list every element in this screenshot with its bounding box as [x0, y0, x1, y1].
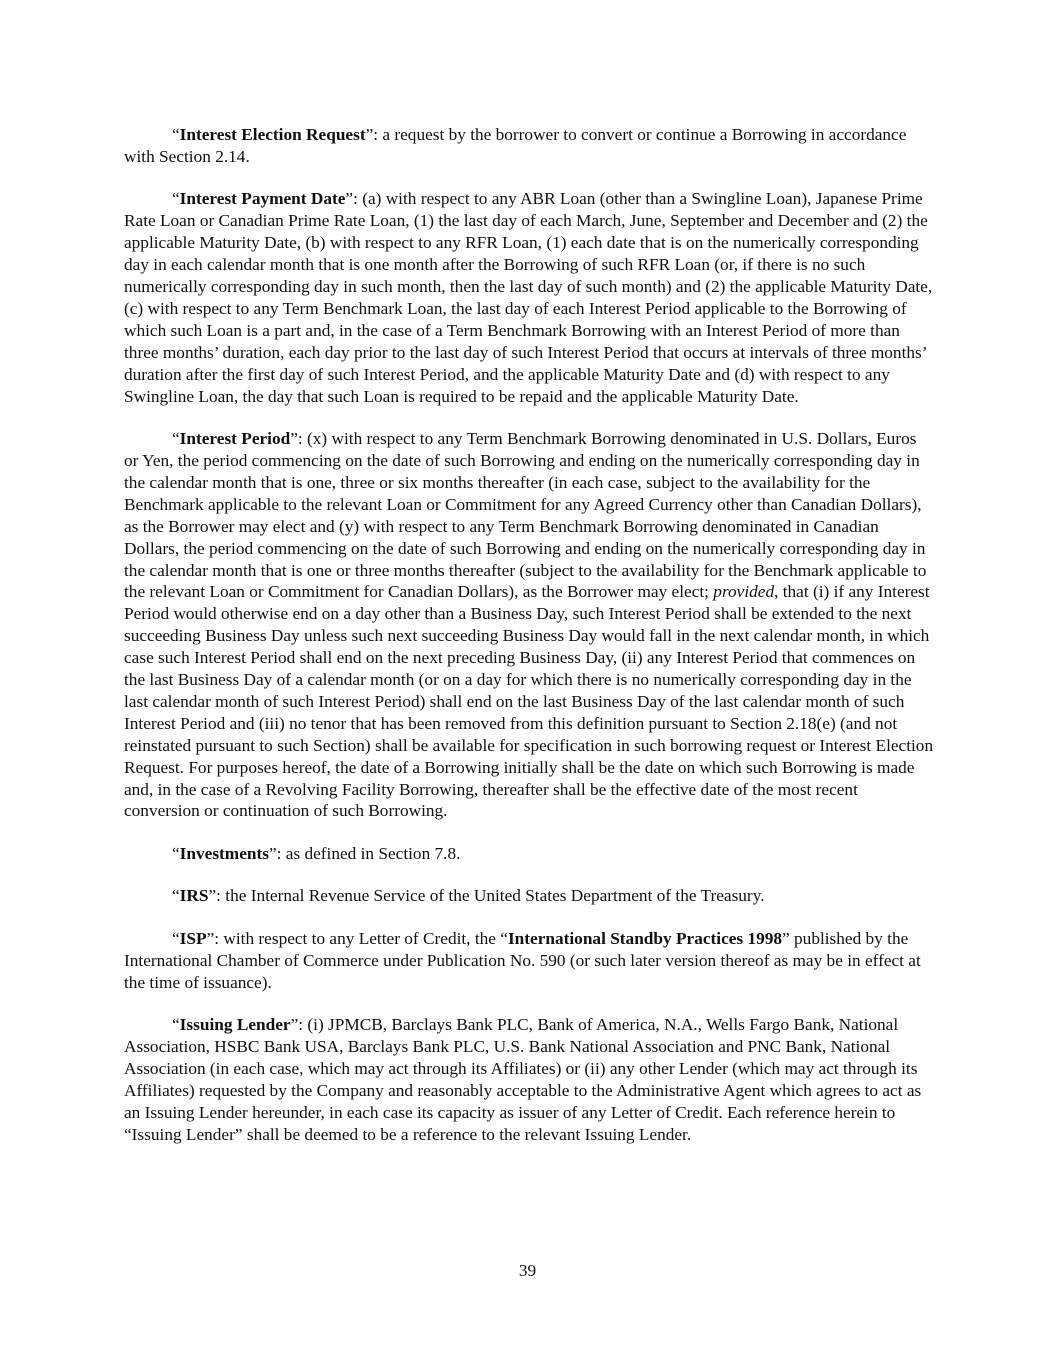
close-quote: ”: [206, 928, 215, 948]
definition-text-continued: , that (i) if any Interest Period would otherwise end on a day other than a Business Day, such Interest Period shall be extended to the next succeeding Business Day unless such next succeeding Business Day would fall in the next calendar month, in which case such Interest Period shall end on the next preceding Business Day, (ii) any Interest Period that commences on the last Business Day of a calendar month (or on a day for which there is no numerically corresponding day in the last calendar month of such Interest Period) shall end on the last Business Day of the last calendar month of such Interest Period and (iii) no tenor that has been removed from this definition pursuant to Section 2.18(e) (and not reinstated pursuant to such Section) shall be available for specification in such borrowing request or Interest Election Request. For purposes hereof, the date of a Borrowing initially shall be the date on which such Borrowing is made and, in the case of a Revolving Facility Borrowing, thereafter shall be the effective date of the most recent conversion or continuation of such Borrowing.: [124, 582, 934, 821]
definition-investments: [124, 843, 934, 865]
definition-issuing-lender: [124, 1014, 934, 1145]
definition-isp: [124, 928, 934, 994]
close-quote: ”: [345, 189, 354, 209]
definition-text: : a request by the borrower to convert or continue a Borrowing in accordance with Section 2.14.: [124, 125, 907, 166]
definition-text: : (x) with respect to any Term Benchmark Borrowing denominated in U.S. Dollars, Euros or Yen, the period commencing on the date of such Borrowing and ending on the numerically corresponding day in the calendar month that is one, three or six months thereafter (in each case, subject to the availability for the Benchmark applicable to the relevant Loan or Commitment for any Agreed Currency other than Canadian Dollars), as the Borrower may elect and (y) with respect to any Term Benchmark Borrowing denominated in Canadian Dollars, the period commencing on the date of such Borrowing and ending on the numerically corresponding day in the calendar month that is one or three months thereafter (subject to the availability for the Benchmark applicable to the relevant Loan or Commitment for Canadian Dollars), as the Borrower may elect;: [124, 429, 927, 602]
definition-text: : as defined in Section 7.8.: [276, 843, 461, 863]
definition-text: : with respect to any Letter of Credit, the “: [214, 928, 508, 948]
close-quote: ”: [268, 843, 277, 863]
emphasis-provided: provided: [713, 582, 775, 602]
open-quote: “: [172, 928, 180, 948]
defined-term: IRS: [179, 886, 209, 906]
open-quote: “: [172, 429, 180, 449]
defined-term: Interest Period: [179, 429, 291, 449]
close-quote: ”: [365, 125, 374, 144]
defined-term: Issuing Lender: [179, 1015, 291, 1035]
defined-term: Interest Payment Date: [179, 189, 346, 209]
open-quote: “: [172, 886, 180, 906]
open-quote: “: [172, 1015, 180, 1035]
definition-text: : (a) with respect to any ABR Loan (other than a Swingline Loan), Japanese Prime Rate Loan or Canadian Prime Rate Loan, (1) the last day of each March, June, September and December and (2) the applicable Maturity Date, (b) with respect to any RFR Loan, (1) each date that is on the numerically corresponding day in each calendar month that is one month after the Borrowing of such RFR Loan (or, if there is no such numerically corresponding day in such month, then the last day of such month) and (2) the applicable Maturity Date, (c) with respect to any Term Benchmark Loan, the last day of each Interest Period applicable to the Borrowing of which such Loan is a part and, in the case of a Term Benchmark Borrowing with an Interest Period of more than three months’ duration, each day prior to the last day of such Interest Period that occurs at intervals of three months’ duration after the first day of such Interest Period, and the applicable Maturity Date and (d) with respect to any Swingline Loan, the day that such Loan is required to be repaid and the applicable Maturity Date.: [124, 189, 933, 406]
open-quote: “: [172, 125, 180, 144]
defined-term: Investments: [179, 843, 269, 863]
definition-interest-payment-date: [124, 188, 934, 407]
close-quote: ”: [290, 429, 298, 449]
page-number: 39: [518, 1261, 537, 1280]
inner-defined-term: International Standby Practices 1998: [507, 928, 783, 948]
open-quote: “: [172, 843, 180, 863]
definition-interest-election-request: [124, 124, 934, 168]
definition-text-continued: ” published by the International Chamber of Commerce under Publication No. 590 (or such later version thereof as may be in effect at the time of issuance).: [124, 928, 921, 992]
close-quote: ”: [290, 1015, 299, 1035]
open-quote: “: [172, 189, 180, 209]
defined-term: ISP: [179, 928, 207, 948]
definition-irs: [124, 885, 934, 907]
definition-text: : (i) JPMCB, Barclays Bank PLC, Bank of America, N.A., Wells Fargo Bank, National Association, HSBC Bank USA, Barclays Bank PLC, U.S. Bank National Association and PNC Bank, National Association (in each case, which may act through its Affiliates) or (ii) any other Lender (which may act through its Affiliates) requested by the Company and reasonably acceptable to the Administrative Agent which agrees to act as an Issuing Lender hereunder, in each case its capacity as issuer of any Letter of Credit. Each reference herein to “Issuing Lender” shall be deemed to be a reference to the relevant Issuing Lender.: [124, 1015, 922, 1144]
definition-interest-period: [124, 428, 934, 822]
document-page: [124, 124, 934, 1166]
defined-term: Interest Election Request: [179, 125, 366, 144]
definition-text: : the Internal Revenue Service of the United States Department of the Treasury.: [216, 886, 765, 906]
close-quote: ”: [208, 886, 217, 906]
